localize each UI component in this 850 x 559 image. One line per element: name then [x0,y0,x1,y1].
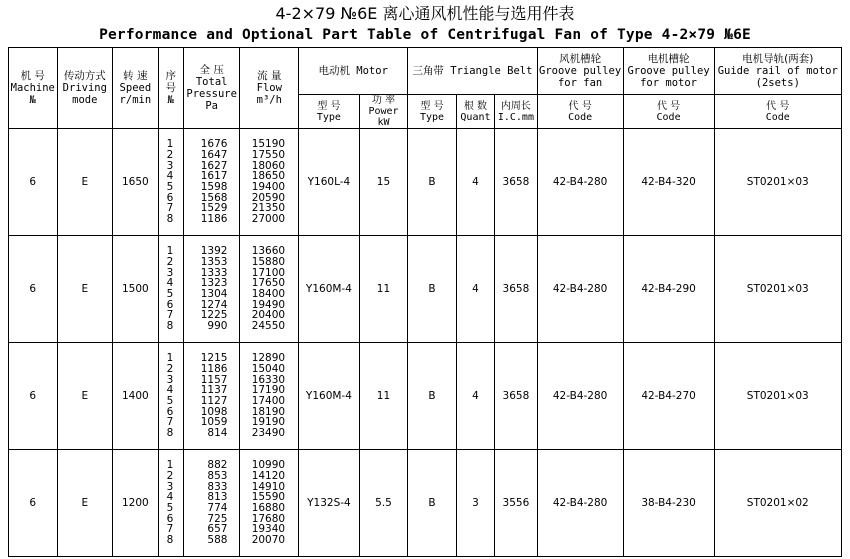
header-triangle-belt [408,48,537,95]
belt-quantity-cell: 3 [456,450,494,557]
pressure-value: 1225 [200,309,228,322]
belt-length-cell: 3658 [495,236,537,343]
header-label-cn: 电机槽轮 [647,53,690,65]
motor-type-cell: Y132S-4 [299,450,360,557]
flow-value: 15190 [251,138,286,151]
flow-list [240,129,299,236]
belt-quantity-cell: 4 [456,236,494,343]
motor-power-cell: 11 [359,236,408,343]
flow-value: 17100 [251,266,286,279]
header-label-en: Pressure [186,88,237,100]
flow-value: 27000 [251,213,286,226]
pressure-value: 1186 [200,213,228,226]
flow-value: 19190 [251,416,286,429]
fan-pulley-code-cell: 42-B4-280 [537,236,623,343]
header-label-cn: 转 速 [123,70,148,82]
table-row [9,236,842,343]
header-label-cn: 代 号 [766,100,790,112]
header-motor [299,48,408,95]
header-label-en: for fan [557,77,603,89]
motor-power-cell: 11 [359,343,408,450]
fan-pulley-code-cell: 42-B4-280 [537,343,623,450]
sequence-number: 5 [166,288,174,300]
header-label-cn: 流 量 [257,70,282,82]
pressure-value: 1647 [200,148,228,161]
flow-value: 17190 [251,384,286,397]
belt-type-cell: B [408,129,457,236]
flow-value: 15590 [251,491,286,504]
pressure-value: 1529 [200,202,228,215]
flow-value: 21350 [251,202,286,215]
pressure-value: 853 [207,469,228,482]
header-label-cn: 代 号 [568,100,592,112]
pressure-value: 1098 [200,405,228,418]
pressure-value: 1137 [200,384,228,397]
header-label-en: for motor [640,77,698,89]
sequence-number: 7 [166,416,174,429]
header-label-en: Code [568,111,593,123]
motor-power-cell: 5.5 [359,450,408,557]
sequence-number: 1 [166,138,174,151]
header-label-cn: 序 [165,70,176,82]
header-label-cn: 机 号 [20,70,45,82]
pressure-list [183,129,240,236]
header-sequence [158,48,183,129]
header-label-cn: 根 数 [463,100,488,112]
pressure-value: 657 [207,523,228,536]
belt-length-cell: 3658 [495,343,537,450]
header-label-cn: 三角带 [412,65,444,77]
pressure-list [183,450,240,557]
belt-length-cell: 3556 [495,450,537,557]
belt-type-cell: B [408,343,457,450]
flow-value: 14910 [251,480,286,493]
header-label-en: Motor [356,65,388,77]
speed-cell: 1500 [113,236,158,343]
pressure-value: 1676 [200,138,228,151]
sequence-number: 2 [166,469,174,482]
header-belt-length [495,95,537,129]
motor-pulley-code-cell: 42-B4-290 [623,236,714,343]
pressure-value: 1059 [200,416,228,429]
header-belt-type [408,95,457,129]
motor-power-cell: 15 [359,129,408,236]
sequence-number: 3 [166,373,174,386]
header-label-cn: 电机导轨(两套) [742,53,814,65]
machine-number-cell: 6 [9,450,58,557]
flow-value: 18650 [251,170,286,183]
sequence-list [158,129,183,236]
flow-value: 15040 [251,362,286,375]
sequence-number: 6 [166,405,174,418]
header-label-en: Groove pulley [539,65,622,77]
sequence-number: 4 [166,277,174,290]
sequence-number: 8 [166,320,174,333]
driving-mode-cell: E [57,236,113,343]
header-motor-pulley [623,48,714,95]
header-label-cn: 内周长 [500,100,531,112]
rail-code-cell: ST0201×03 [714,343,841,450]
header-flow [240,48,299,129]
header-speed [113,48,158,129]
header-label-cn: 功 率 [371,95,396,106]
pressure-value: 1333 [200,266,228,279]
sequence-number: 5 [166,395,174,407]
header-label-en: r/min [119,94,152,106]
flow-value: 18060 [251,159,286,172]
performance-table [8,47,842,557]
sequence-number: 8 [166,213,174,226]
belt-type-cell: B [408,450,457,557]
fan-pulley-code-cell: 42-B4-280 [537,450,623,557]
sequence-number: 1 [166,459,174,472]
flow-value: 24550 [251,320,286,333]
pressure-value: 1186 [200,362,228,375]
page-title-cn: 4-2×79 №6E 离心通风机性能与选用件表 [275,4,575,23]
sequence-number: 7 [166,523,174,536]
flow-value: 17680 [251,512,286,525]
header-label-en: Quant [460,111,491,123]
sequence-number: 6 [166,191,174,204]
motor-pulley-code-cell: 38-B4-230 [623,450,714,557]
flow-value: 23490 [251,427,286,440]
machine-number-cell: 6 [9,129,58,236]
motor-pulley-code-cell: 42-B4-270 [623,343,714,450]
table-row [9,343,842,450]
pressure-value: 1323 [200,277,228,290]
sequence-number: 7 [166,309,174,322]
header-fan-pulley-code [537,95,623,129]
sequence-number: 4 [166,491,174,504]
flow-value: 19400 [251,181,286,193]
header-label-en: Code [656,111,681,123]
sequence-number: 4 [166,170,174,183]
flow-value: 17650 [251,277,286,290]
belt-quantity-cell: 4 [456,343,494,450]
flow-value: 13660 [251,245,286,258]
pressure-value: 1215 [200,352,228,365]
sequence-number: 5 [166,181,174,193]
flow-value: 20070 [251,534,286,547]
pressure-value: 814 [207,427,228,440]
pressure-value: 1304 [200,288,228,300]
pressure-value: 1627 [200,159,228,172]
header-guide-rail [714,48,841,95]
header-label-cn: 全 压 [199,64,224,76]
table-body [9,129,842,557]
sequence-number: 3 [166,266,174,279]
belt-type-cell: B [408,236,457,343]
sequence-number: 2 [166,255,174,268]
header-label-en: Machine [10,82,55,94]
rail-code-cell: ST0201×03 [714,129,841,236]
header-label-en: Type [316,111,341,123]
pressure-value: 1127 [200,395,228,407]
flow-value: 19340 [251,523,286,536]
header-label-en: Code [765,111,790,123]
machine-number-cell: 6 [9,343,58,450]
pressure-value: 1274 [200,298,228,311]
flow-value: 16330 [251,373,286,386]
page-title-en: Performance and Optional Part Table of Centrifugal Fan of Type 4-2×79 №6E [99,27,751,43]
motor-type-cell: Y160M-4 [299,343,360,450]
sequence-number: 3 [166,480,174,493]
header-row-main [9,48,842,95]
sequence-number: 1 [166,245,174,258]
header-machine [9,48,58,129]
header-label-en: Guide rail of motor [717,65,838,77]
fan-pulley-code-cell: 42-B4-280 [537,129,623,236]
flow-value: 15880 [251,255,286,268]
flow-value: 20400 [251,309,286,322]
flow-value: 12890 [251,352,286,365]
header-label-en: mode [72,94,98,106]
header-label-en: Flow [256,82,282,94]
header-belt-quantity [456,95,494,129]
pressure-value: 813 [207,491,228,504]
header-label-cn: 型 号 [420,100,444,112]
pressure-value: 1353 [200,255,228,268]
table-row [9,129,842,236]
header-motor-type [299,95,360,129]
flow-list [240,343,299,450]
header-motor-pulley-code [623,95,714,129]
header-label-en: I.C.mm [497,111,534,123]
header-label-en: (2sets) [755,77,800,89]
flow-value: 10990 [251,459,286,472]
sequence-number: 2 [166,148,174,161]
table-row [9,450,842,557]
header-motor-power [359,95,408,129]
sequence-number: 1 [166,352,174,365]
speed-cell: 1200 [113,450,158,557]
flow-value: 19490 [251,298,286,311]
flow-list [240,236,299,343]
driving-mode-cell: E [57,343,113,450]
pressure-value: 1392 [200,245,228,258]
pressure-list [183,343,240,450]
sequence-list [158,236,183,343]
header-total-pressure [183,48,240,129]
sequence-number: 6 [166,298,174,311]
pressure-value: 1568 [200,191,228,204]
driving-mode-cell: E [57,129,113,236]
flow-list [240,450,299,557]
pressure-list [183,236,240,343]
rail-code-cell: ST0201×02 [714,450,841,557]
header-label-en: Groove pulley [627,65,710,77]
speed-cell: 1400 [113,343,158,450]
header-label-en: Power kW [368,106,399,128]
machine-number-cell: 6 [9,236,58,343]
flow-value: 20590 [251,191,286,204]
header-label-en: Type [419,111,445,123]
header-label-cn: 代 号 [656,100,681,112]
sequence-number: 5 [166,502,174,514]
header-label-cn: 传动方式 [63,70,106,82]
pressure-value: 1598 [200,181,228,193]
flow-value: 16880 [251,502,286,514]
header-label-en: Pa [205,100,218,112]
header-label-en: № [167,94,174,106]
rail-code-cell: ST0201×03 [714,236,841,343]
header-label-en: Speed [119,82,152,94]
header-fan-pulley [537,48,623,95]
motor-type-cell: Y160L-4 [299,129,360,236]
header-rail-code [714,95,841,129]
header-label-en: m³/h [256,94,282,106]
pressure-value: 774 [207,502,228,514]
sequence-number: 2 [166,362,174,375]
flow-value: 17400 [251,395,286,407]
sequence-number: 7 [166,202,174,215]
header-label-cn: 风机槽轮 [559,53,602,65]
motor-pulley-code-cell: 42-B4-320 [623,129,714,236]
flow-value: 18190 [251,405,286,418]
flow-value: 17550 [251,148,286,161]
belt-length-cell: 3658 [495,129,537,236]
header-label-en: Total [195,76,228,88]
flow-value: 18400 [251,288,286,300]
pressure-value: 833 [207,480,228,493]
driving-mode-cell: E [57,450,113,557]
sequence-number: 3 [166,159,174,172]
header-label-cn: 电动机 [318,65,350,77]
header-label-cn: 型 号 [317,100,341,112]
pressure-value: 588 [207,534,228,547]
pressure-value: 990 [207,320,228,333]
header-label-cn: 号 [165,82,176,94]
sequence-number: 4 [166,384,174,397]
header-label-en: № [29,94,36,106]
sequence-list [158,450,183,557]
pressure-value: 1617 [200,170,228,183]
sequence-number: 8 [166,427,174,440]
belt-quantity-cell: 4 [456,129,494,236]
motor-type-cell: Y160M-4 [299,236,360,343]
pressure-value: 725 [207,512,228,525]
pressure-value: 1157 [200,373,228,386]
header-driving-mode [57,48,113,129]
pressure-value: 882 [207,459,228,472]
header-label-en: Triangle Belt [450,65,533,77]
sequence-number: 6 [166,512,174,525]
sequence-number: 8 [166,534,174,547]
sequence-list [158,343,183,450]
speed-cell: 1650 [113,129,158,236]
header-label-en: Driving [62,82,107,94]
flow-value: 14120 [251,469,286,482]
